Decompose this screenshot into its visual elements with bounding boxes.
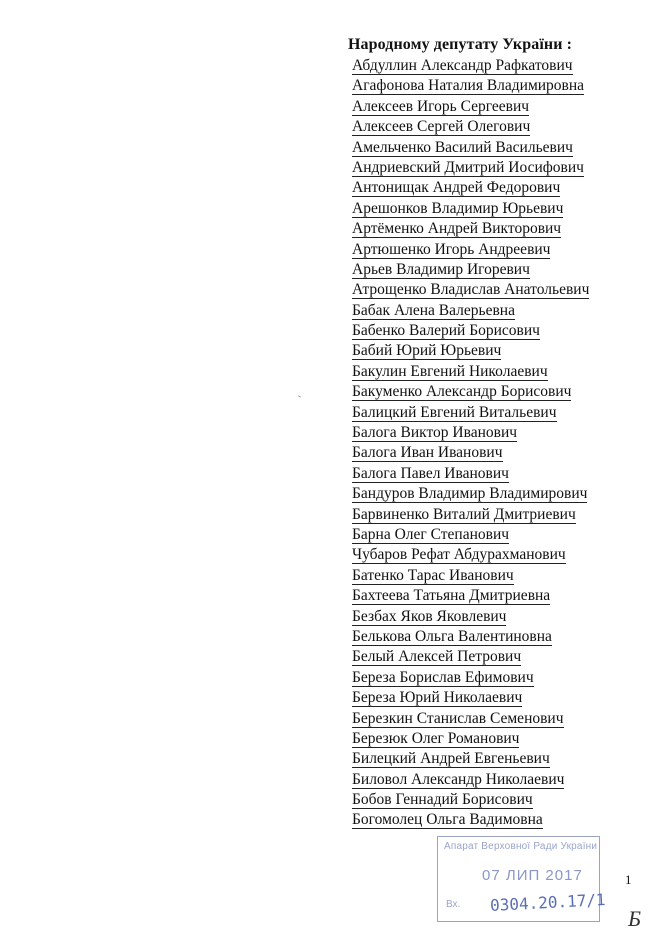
list-item (352, 362, 652, 382)
list-item (352, 586, 652, 606)
deputy-name: Атрощенко Владислав Анатольевич (352, 281, 590, 299)
deputy-name: Балога Павел Иванович (352, 464, 509, 482)
list-item (352, 280, 652, 300)
list-item (352, 403, 652, 423)
deputy-name: Бобов Геннадий Борисович (352, 791, 533, 809)
deputy-name: Биловол Александр Николаевич (352, 770, 565, 788)
deputy-name: Амельченко Василий Васильевич (352, 138, 573, 156)
list-item (352, 341, 652, 361)
list-item (352, 423, 652, 443)
list-item (352, 607, 652, 627)
list-item (352, 647, 652, 667)
list-item (352, 668, 652, 688)
deputy-name: Береза Юрий Николаевич (352, 689, 523, 707)
addressee-heading: Народному депутату України : (348, 36, 573, 53)
deputy-name: Бандуров Владимир Владимирович (352, 485, 588, 503)
deputy-name: Бакулин Евгений Николаевич (352, 362, 548, 380)
scan-speck (298, 395, 301, 397)
deputy-name: Береза Борислав Ефимович (352, 668, 534, 686)
list-item (352, 545, 652, 565)
list-item (352, 97, 652, 117)
deputy-name: Батенко Тарас Иванович (352, 566, 514, 584)
stamp-date: 07 ЛИП 2017 (482, 867, 583, 884)
list-item (352, 627, 652, 647)
stamp-title: Апарат Верховної Ради України (444, 841, 598, 852)
deputy-name: Арьев Владимир Игоревич (352, 260, 530, 278)
registration-stamp (437, 836, 607, 922)
list-item (352, 138, 652, 158)
list-item (352, 199, 652, 219)
list-item (352, 321, 652, 341)
list-item (352, 810, 652, 830)
list-item (352, 709, 652, 729)
stamp-registration-number: 0304.20.17/1 (489, 889, 607, 916)
list-item (352, 525, 652, 545)
list-item (352, 219, 652, 239)
list-item (352, 76, 652, 96)
list-item (352, 749, 652, 769)
list-item (352, 566, 652, 586)
deputy-name: Агафонова Наталия Владимировна (352, 77, 585, 95)
list-item (352, 505, 652, 525)
list-item (352, 382, 652, 402)
list-item (352, 158, 652, 178)
stamp-prefix: Вх. (446, 899, 461, 910)
deputy-name: Артёменко Андрей Викторович (352, 220, 562, 238)
deputy-name: Бабенко Валерий Борисович (352, 322, 540, 340)
list-item (352, 790, 652, 810)
deputy-name: Арешонков Владимир Юрьевич (352, 199, 564, 217)
deputy-name: Чубаров Рефат Абдурахманович (352, 546, 566, 564)
deputy-name: Богомолец Ольга Вадимовна (352, 811, 543, 829)
deputy-name: Березюк Олег Романович (352, 729, 520, 747)
deputy-list (352, 56, 652, 831)
list-item (352, 301, 652, 321)
list-item (352, 56, 652, 76)
list-item (352, 770, 652, 790)
list-item (352, 178, 652, 198)
deputy-name: Белькова Ольга Валентиновна (352, 627, 552, 645)
deputy-name: Безбах Яков Яковлевич (352, 607, 507, 625)
list-item (352, 117, 652, 137)
deputy-name: Бабак Алена Валерьевна (352, 301, 515, 319)
deputy-name: Березкин Станислав Семенович (352, 709, 564, 727)
deputy-name: Бахтеева Татьяна Дмитриевна (352, 587, 551, 605)
deputy-name: Алексеев Сергей Олегович (352, 118, 531, 136)
handwritten-mark: Б (628, 906, 641, 931)
deputy-name: Балога Иван Иванович (352, 444, 503, 462)
deputy-name: Балога Виктор Иванович (352, 424, 518, 442)
deputy-name: Артюшенко Игорь Андреевич (352, 240, 551, 258)
deputy-name: Андриевский Дмитрий Иосифович (352, 158, 584, 176)
deputy-name: Барна Олег Степанович (352, 525, 510, 543)
deputy-name: Бабий Юрий Юрьевич (352, 342, 502, 360)
deputy-name: Балицкий Евгений Витальевич (352, 403, 557, 421)
deputy-name: Алексеев Игорь Сергеевич (352, 97, 530, 115)
deputy-name: Белый Алексей Петрович (352, 648, 522, 666)
page-number: 1 (625, 872, 632, 887)
list-item (352, 443, 652, 463)
list-item (352, 688, 652, 708)
list-item (352, 729, 652, 749)
deputy-name: Антонищак Андрей Федорович (352, 179, 561, 197)
deputy-name: Билецкий Андрей Евгеньевич (352, 750, 550, 768)
deputy-name: Абдуллин Александр Рафкатович (352, 57, 573, 74)
list-item (352, 260, 652, 280)
list-item (352, 484, 652, 504)
deputy-name: Бакуменко Александр Борисович (352, 383, 572, 401)
list-item (352, 240, 652, 260)
deputy-name: Барвиненко Виталий Дмитриевич (352, 505, 576, 523)
list-item (352, 464, 652, 484)
